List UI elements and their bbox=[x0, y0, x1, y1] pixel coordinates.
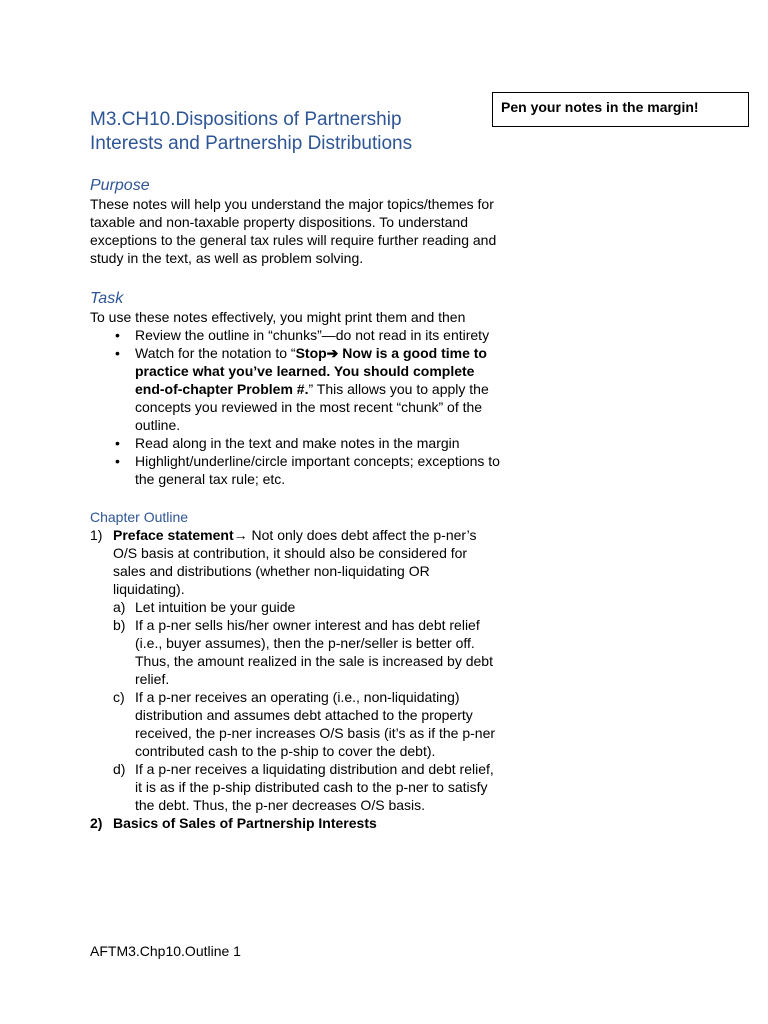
task-bullet-2-pre: Watch for the notation to “ bbox=[135, 345, 296, 361]
outline-sub-c bbox=[113, 688, 500, 760]
task-bullet-1-text: Review the outline in “chunks”—do not read in its entirety bbox=[135, 327, 490, 343]
outline-sub-c-letter: c) bbox=[113, 689, 125, 705]
outline-item-2-number: 2) bbox=[90, 815, 103, 831]
task-bullet-2-post: ” This allows you to apply the concepts you reviewed in the most recent “chunk” of the outline. bbox=[135, 381, 489, 433]
task-bullet-3-text: Read along in the text and make notes in the margin bbox=[135, 435, 460, 451]
outline-sub-b-text: If a p-ner sells his/her owner interest and has debt relief (i.e., buyer assumes), then the p-ner/seller is better off. Thus, the amount realized in the sale is increased by debt relief. bbox=[135, 617, 493, 687]
outline-item-2 bbox=[90, 814, 500, 832]
title-line-1: M3.CH10.Dispositions of Partnership bbox=[90, 109, 402, 130]
chapter-outline-heading: Chapter Outline bbox=[90, 509, 189, 525]
outline-item-1 bbox=[90, 526, 500, 814]
outline-sub-d bbox=[113, 760, 500, 814]
task-bullet-2-bold: Stop➔ Now is a good time to practice what you’ve learned. You should complete end-of-chapter Problem #. bbox=[135, 345, 487, 397]
outline-item-1-bold: Preface statement bbox=[113, 527, 234, 543]
outline-sub-c-text: If a p-ner receives an operating (i.e., non-liquidating) distribution and assumes debt attached to the property received, the p-ner increases O/S basis (it’s as if the p-ner contributed cash to the p-ship to cover the debt). bbox=[135, 689, 496, 759]
margin-note-box bbox=[492, 92, 749, 127]
task-heading: Task bbox=[90, 290, 124, 307]
task-intro: To use these notes effectively, you might print them and then bbox=[90, 309, 466, 325]
outline-sub-b-letter: b) bbox=[113, 617, 126, 633]
margin-note-text: Pen your notes in the margin! bbox=[501, 99, 699, 115]
outline-item-1-number: 1) bbox=[90, 527, 103, 543]
outline-sub-d-text: If a p-ner receives a liquidating distribution and debt relief, it is as if the p-ship distributed cash to the p-ner to satisfy the debt. Thus, the p-ner decreases O/S basis. bbox=[135, 761, 494, 813]
arrow-icon: → bbox=[233, 527, 248, 543]
task-bullet-list bbox=[90, 326, 500, 488]
page-footer: AFTM3.Chp10.Outline 1 bbox=[90, 943, 241, 959]
document-body bbox=[90, 108, 500, 832]
title-line-2: Interests and Partnership Distributions bbox=[90, 133, 413, 154]
purpose-heading: Purpose bbox=[90, 177, 150, 194]
task-bullet-4-text: Highlight/underline/circle important concepts; exceptions to the general tax rule; etc. bbox=[135, 453, 500, 487]
purpose-paragraph: These notes will help you understand the major topics/themes for taxable and non-taxable property dispositions. To understand exceptions to the general tax rules will require further reading and study in the text, as well as problem solving. bbox=[90, 196, 497, 266]
document-title bbox=[90, 108, 500, 156]
outline-sub-a-text: Let intuition be your guide bbox=[135, 599, 296, 615]
task-bullet-4 bbox=[90, 452, 500, 488]
task-bullet-3 bbox=[90, 434, 500, 452]
outline-sub-a bbox=[113, 598, 500, 616]
task-bullet-2 bbox=[90, 344, 500, 434]
outline-item-1-text: Not only does debt affect the p-ner’s O/S basis at contribution, it should also be considered for sales and distributions (whether non-liquidating OR liquidating). bbox=[113, 527, 477, 597]
outline-item-2-text: Basics of Sales of Partnership Interests bbox=[113, 815, 377, 831]
task-bullet-1 bbox=[90, 326, 500, 344]
outline-sub-d-letter: d) bbox=[113, 761, 126, 777]
outline-sub-a-letter: a) bbox=[113, 599, 126, 615]
outline-item-1-sublist bbox=[113, 598, 500, 814]
chapter-outline-list bbox=[90, 526, 500, 832]
outline-sub-b bbox=[113, 616, 500, 688]
